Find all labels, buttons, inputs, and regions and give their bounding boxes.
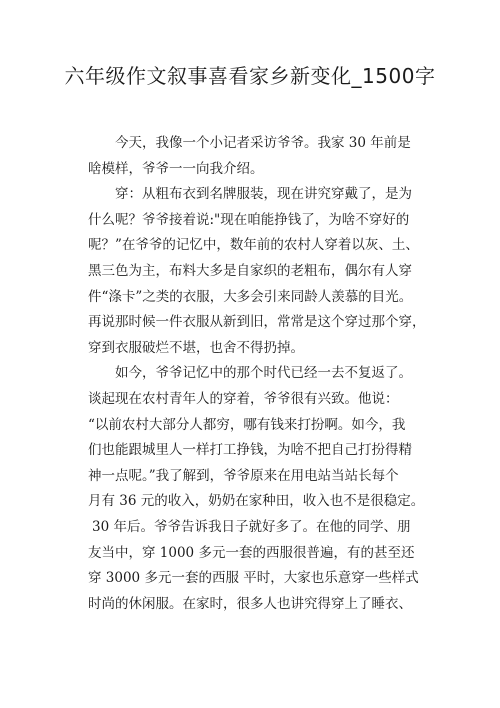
text-line: 啥模样，爷爷一一向我介绍。: [88, 160, 264, 177]
text-line: “以前农村大部分人都穷，哪有钱来打扮啊。如今，我: [88, 416, 406, 433]
document-title: 六年级作文叙事喜看家乡新变化_1500字: [64, 64, 436, 88]
text-line: 黑三色为主，布料大多是自家织的老粗布，偶尔有人穿: [88, 262, 412, 279]
text-line: 件“涤卡”之类的衣服，大多会引来同龄人羡慕的目光。: [88, 288, 413, 305]
text-line: 30 年后。爷爷告诉我日子就好多了。在他的同学、朋: [92, 518, 411, 535]
text-line: 神一点呢。”我了解到，爷爷原来在用电站当站长每个: [88, 467, 399, 484]
text-line: 如今，爷爷记忆中的那个时代已经一去不复返了。: [115, 365, 412, 382]
text-line: 穿：从粗布衣到名牌服装，现在讲究穿戴了，是为: [115, 186, 412, 203]
text-line: 时尚的休闲服。在家时，很多人也讲究得穿上了睡衣、: [88, 595, 412, 612]
document-body: [88, 131, 424, 617]
text-line: 友当中，穿 1000 多元一套的西服很普遍，有的甚至还: [88, 544, 415, 561]
text-line: 谈起现在农村青年人的穿着，爷爷很有兴致。他说：: [88, 390, 399, 407]
text-line: 今天，我像一个小记者采访爷爷。我家 30 年前是: [115, 135, 411, 151]
text-line: 月有 36 元的收入，奶奶在家种田，收入也不是很稳定。: [88, 493, 425, 510]
text-line: 们也能跟城里人一样打工挣钱，为啥不把自己打扮得精: [88, 442, 412, 459]
text-line: 什么呢？爷爷接着说:"现在咱能挣钱了，为啥不穿好的: [88, 211, 410, 228]
text-line: 再说那时候一件衣服从新到旧，常常是这个穿过那个穿，: [88, 314, 426, 331]
text-line: 穿 3000 多元一套的西服 平时，大家也乐意穿一些样式: [88, 570, 419, 587]
text-line: 呢？”在爷爷的记忆中，数年前的农村人穿着以灰、土、: [88, 237, 419, 254]
text-line: 穿到衣服破烂不堪，也舍不得扔掉。: [88, 339, 304, 356]
